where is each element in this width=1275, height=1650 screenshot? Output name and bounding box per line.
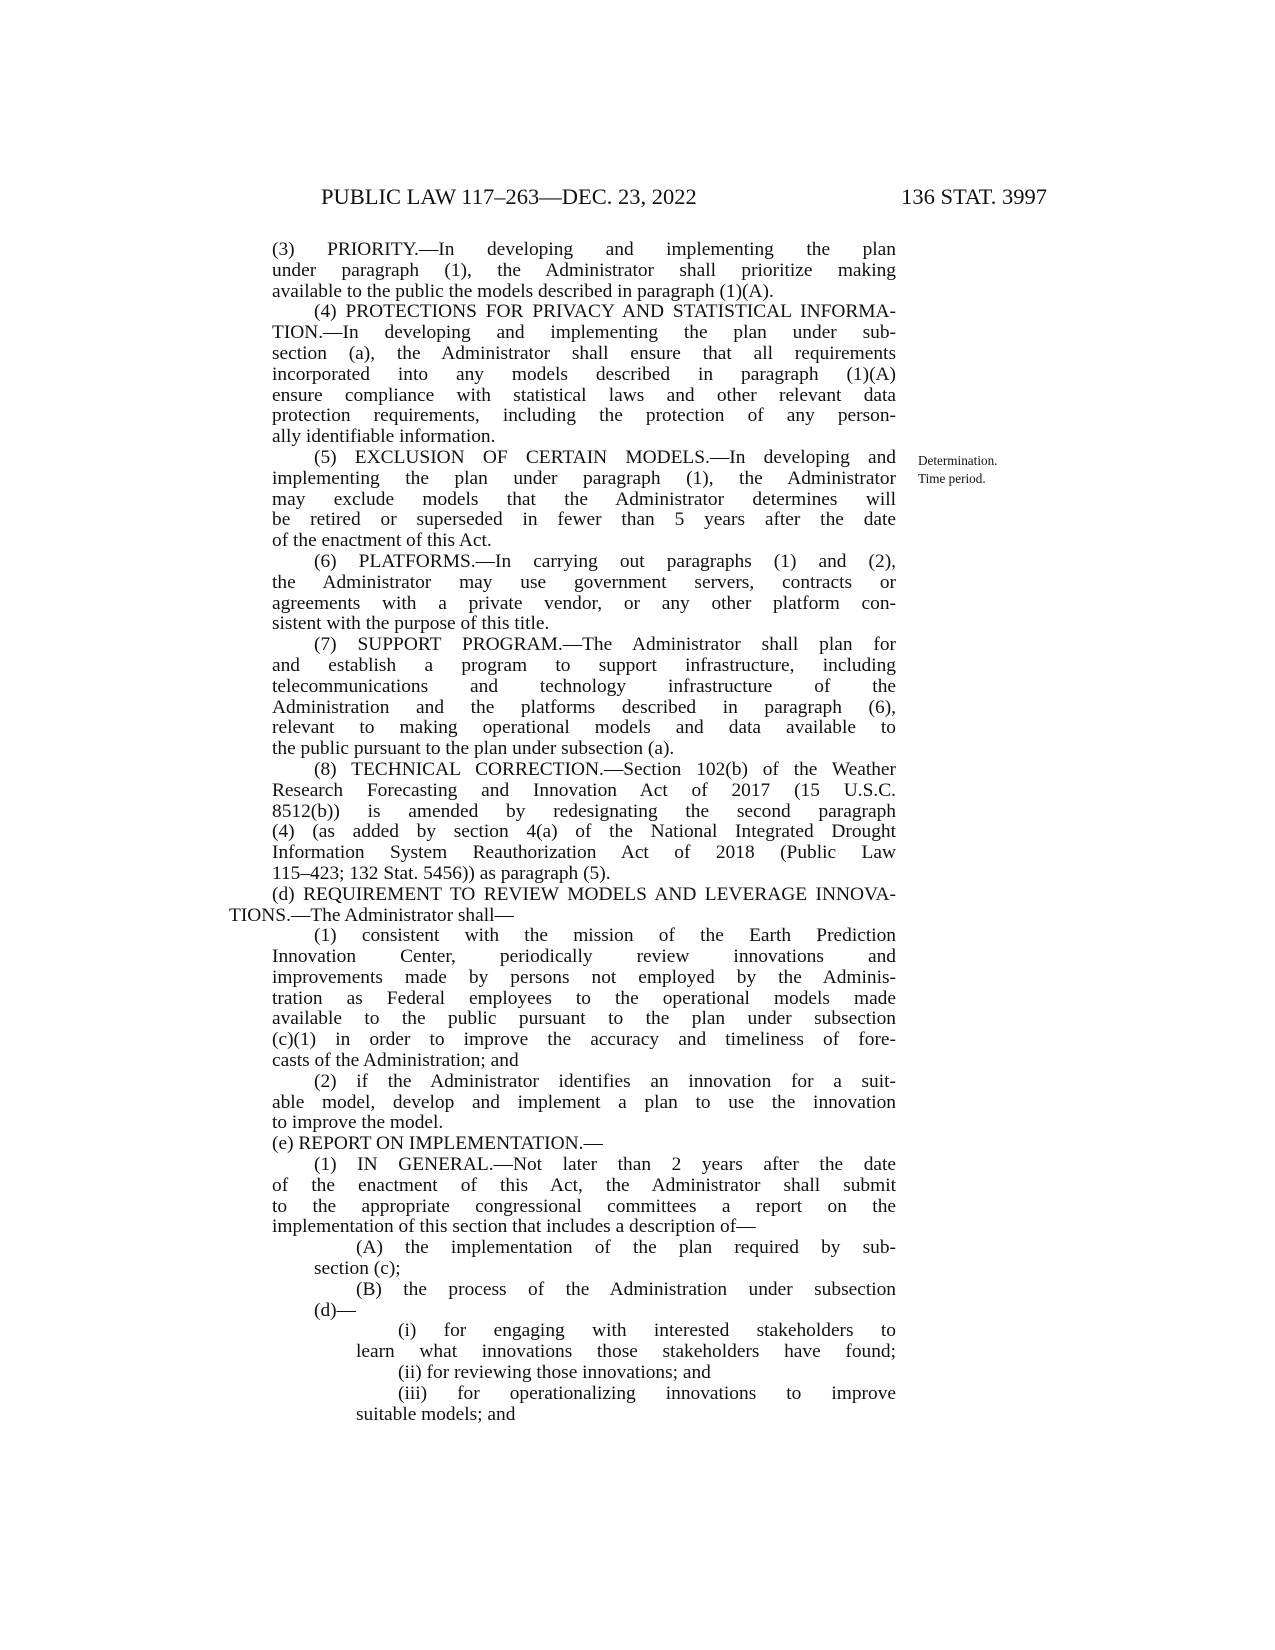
text-line: available to the public pursuant to the plan under subsection: [272, 1008, 896, 1030]
text-line: implementing the plan under paragraph (1), the Administrator: [272, 467, 896, 489]
text-line: relevant to making operational models and data available to: [272, 717, 896, 739]
text-line: telecommunications and technology infrastructure of the: [272, 675, 896, 697]
text-line: TION.—In developing and implementing the plan under sub-: [272, 322, 896, 344]
text-line: (B) the process of the Administration under subsection: [356, 1278, 896, 1300]
text-line: protection requirements, including the protection of any person-: [272, 405, 896, 427]
text-line: (e) REPORT ON IMPLEMENTATION.—: [272, 1133, 603, 1155]
text-line: ensure compliance with statistical laws and other relevant data: [272, 384, 896, 406]
text-line: may exclude models that the Administrator determines will: [272, 488, 896, 510]
text-line: be retired or superseded in fewer than 5 years after the date: [272, 509, 896, 531]
text-line: (1) consistent with the mission of the Earth Prediction: [314, 925, 896, 947]
text-line: to improve the model.: [272, 1112, 444, 1134]
text-line: (4) PROTECTIONS FOR PRIVACY AND STATISTICAL INFORMA-: [314, 301, 896, 323]
text-line: (6) PLATFORMS.—In carrying out paragraphs (1) and (2),: [314, 550, 896, 572]
text-line: the public pursuant to the plan under subsection (a).: [272, 738, 675, 760]
text-line: ally identifiable information.: [272, 426, 496, 448]
text-line: (1) IN GENERAL.—Not later than 2 years after the date: [314, 1154, 896, 1176]
text-line: section (a), the Administrator shall ensure that all requirements: [272, 342, 896, 364]
text-line: agreements with a private vendor, or any other platform con-: [272, 592, 896, 614]
text-line: (A) the implementation of the plan required by sub-: [356, 1237, 896, 1259]
page-header: [0, 184, 1275, 214]
text-line: (2) if the Administrator identifies an innovation for a suit-: [314, 1070, 896, 1092]
text-line: Information System Reauthorization Act of 2018 (Public Law: [272, 842, 896, 864]
text-line: (7) SUPPORT PROGRAM.—The Administrator shall plan for: [314, 634, 896, 656]
margin-note: [918, 452, 997, 488]
text-line: under paragraph (1), the Administrator shall prioritize making: [272, 259, 896, 281]
text-line: (iii) for operationalizing innovations to improve: [398, 1382, 896, 1404]
text-line: the Administrator may use government servers, contracts or: [272, 571, 896, 593]
text-line: and establish a program to support infrastructure, including: [272, 654, 896, 676]
page-header-stat: 136 STAT. 3997: [901, 184, 1047, 209]
text-line: (ii) for reviewing those innovations; and: [398, 1362, 711, 1384]
text-line: able model, develop and implement a plan to use the innovation: [272, 1091, 896, 1113]
text-line: (i) for engaging with interested stakeholders to: [398, 1320, 896, 1342]
text-line: improvements made by persons not employed by the Adminis-: [272, 966, 896, 988]
text-line: learn what innovations those stakeholders have found;: [356, 1341, 896, 1363]
text-line: 115–423; 132 Stat. 5456)) as paragraph (5).: [272, 862, 611, 884]
text-line: of the enactment of this Act.: [272, 530, 492, 552]
text-line: Administration and the platforms described in paragraph (6),: [272, 696, 896, 718]
text-line: available to the public the models described in paragraph (1)(A).: [272, 280, 774, 302]
text-line: TIONS.—The Administrator shall—: [229, 904, 514, 926]
text-line: Innovation Center, periodically review innovations and: [272, 946, 896, 968]
margin-note-line: Determination.: [918, 453, 998, 468]
text-line: casts of the Administration; and: [272, 1050, 519, 1072]
text-line: suitable models; and: [356, 1403, 516, 1425]
text-line: to the appropriate congressional committees a report on the: [272, 1195, 896, 1217]
text-line: (5) EXCLUSION OF CERTAIN MODELS.—In developing and: [314, 446, 896, 468]
text-line: (d)—: [314, 1299, 357, 1321]
text-line: of the enactment of this Act, the Administrator shall submit: [272, 1174, 896, 1196]
document-body: [229, 240, 896, 1425]
text-line: 8512(b)) is amended by redesignating the second paragraph: [272, 800, 896, 822]
text-line: (8) TECHNICAL CORRECTION.—Section 102(b) of the Weather: [314, 758, 896, 780]
text-line: sistent with the purpose of this title.: [272, 613, 550, 635]
text-line: Research Forecasting and Innovation Act of 2017 (15 U.S.C.: [272, 779, 896, 801]
margin-note-line: Time period.: [918, 471, 986, 486]
text-line: implementation of this section that includes a description of—: [272, 1216, 756, 1238]
text-line: (3) PRIORITY.—In developing and implementing the plan: [272, 239, 896, 260]
text-line: incorporated into any models described in paragraph (1)(A): [272, 363, 896, 385]
text-line: tration as Federal employees to the operational models made: [272, 987, 896, 1009]
page-header-title: PUBLIC LAW 117–263—DEC. 23, 2022: [321, 184, 697, 209]
text-line: section (c);: [314, 1258, 401, 1280]
text-line: (d) REQUIREMENT TO REVIEW MODELS AND LEVERAGE INNOVA-: [272, 883, 896, 905]
text-line: (4) (as added by section 4(a) of the National Integrated Drought: [272, 821, 896, 843]
text-line: (c)(1) in order to improve the accuracy and timeliness of fore-: [272, 1029, 896, 1051]
